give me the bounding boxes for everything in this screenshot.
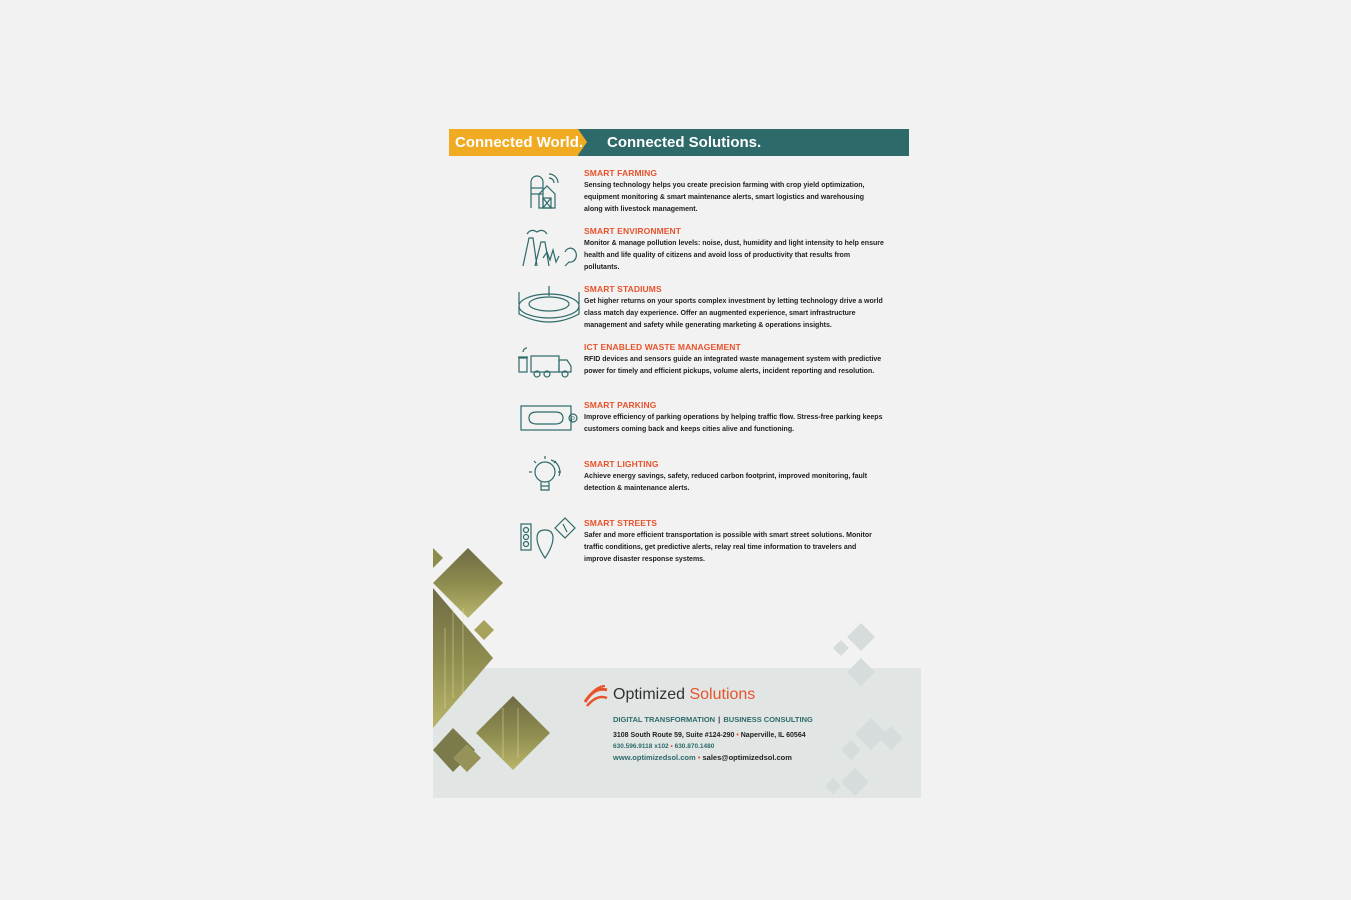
phone-numbers (613, 743, 714, 750)
brochure-page (433, 128, 921, 798)
item-title: ICT ENABLED WASTE MANAGEMENT (584, 342, 741, 352)
item-desc: RFID devices and sensors guide an integrated waste management system with predictive power for timely and efficient pickups, volume alerts, incident reporting and resolution. (584, 356, 882, 375)
logo-swoosh-icon (583, 682, 609, 708)
parking-icon (515, 396, 583, 442)
item-title: SMART LIGHTING (584, 459, 659, 469)
item-smart-farming (584, 168, 884, 215)
header-banner (449, 129, 909, 156)
item-title: SMART STREETS (584, 518, 658, 528)
item-desc: Sensing technology helps you create precision farming with crop yield optimization, equipment monitoring & smart maintenance alerts, smart logistics and warehousing along with livestock management. (584, 182, 865, 213)
item-smart-stadiums (584, 284, 884, 331)
item-waste-management (584, 342, 884, 378)
tagline-right: BUSINESS CONSULTING (723, 715, 813, 724)
item-title: SMART ENVIRONMENT (584, 226, 682, 236)
bullet: • (736, 732, 739, 739)
bullet: • (670, 743, 673, 750)
banner-text-2: Connected Solutions. (607, 134, 762, 151)
item-smart-environment (584, 226, 884, 273)
contact-web (613, 753, 792, 762)
address-city: Naperville, IL 60564 (740, 732, 806, 739)
item-title: SMART STADIUMS (584, 284, 662, 294)
logo-text (613, 686, 755, 704)
tagline (613, 715, 813, 724)
item-title: SMART PARKING (584, 400, 657, 410)
tagline-separator: | (718, 715, 721, 724)
item-smart-lighting (584, 459, 884, 495)
item-title: SMART FARMING (584, 168, 658, 178)
truck-icon (515, 340, 583, 386)
address (613, 732, 806, 739)
tagline-left: DIGITAL TRANSFORMATION (613, 715, 716, 724)
banner-text-1: Connected World. (455, 134, 584, 151)
logo-word-1: Optimized (613, 686, 686, 703)
item-desc: Improve efficiency of parking operations by helping traffic flow. Stress-free parking keeps customers coming back and keeps cities alive and functioning. (584, 414, 883, 433)
item-smart-parking (584, 400, 884, 436)
item-desc: Monitor & manage pollution levels: noise, dust, humidity and light intensity to help ensure health and life quality of citizens and avoid loss of productivity that results from pollutants. (584, 240, 884, 271)
decorative-diamonds (811, 618, 921, 798)
bullet: • (697, 753, 701, 762)
item-desc: Achieve energy savings, safety, reduced carbon footprint, improved monitoring, fault detection & maintenance alerts. (584, 473, 868, 492)
email-link[interactable]: sales@optimizedsol.com (702, 753, 792, 762)
logo-word-2: Solutions (689, 686, 756, 703)
item-desc: Safer and more efficient transportation is possible with smart street solutions. Monitor traffic conditions, get predictive alerts, relay real time information to travelers and improve disaster response systems. (584, 532, 872, 563)
farm-icon (521, 168, 589, 214)
item-desc: Get higher returns on your sports complex investment by letting technology drive a world class match day experience. Offer an augmented experience, smart infrastructure management and safety while generating marketing & operations insights. (584, 298, 883, 329)
item-smart-streets (584, 518, 884, 565)
phone-2: 630.870.1480 (674, 743, 715, 750)
factory-icon (515, 224, 583, 270)
stadium-icon (515, 282, 583, 328)
bulb-icon (515, 454, 583, 500)
company-logo (583, 682, 783, 712)
svg-text:P: P (571, 417, 576, 423)
address-street: 3108 South Route 59, Suite #124-290 (613, 732, 735, 739)
city-photo-collage (433, 548, 563, 788)
website-link[interactable]: www.optimizedsol.com (613, 753, 696, 762)
phone-1: 630.596.9118 x102 (613, 743, 669, 750)
